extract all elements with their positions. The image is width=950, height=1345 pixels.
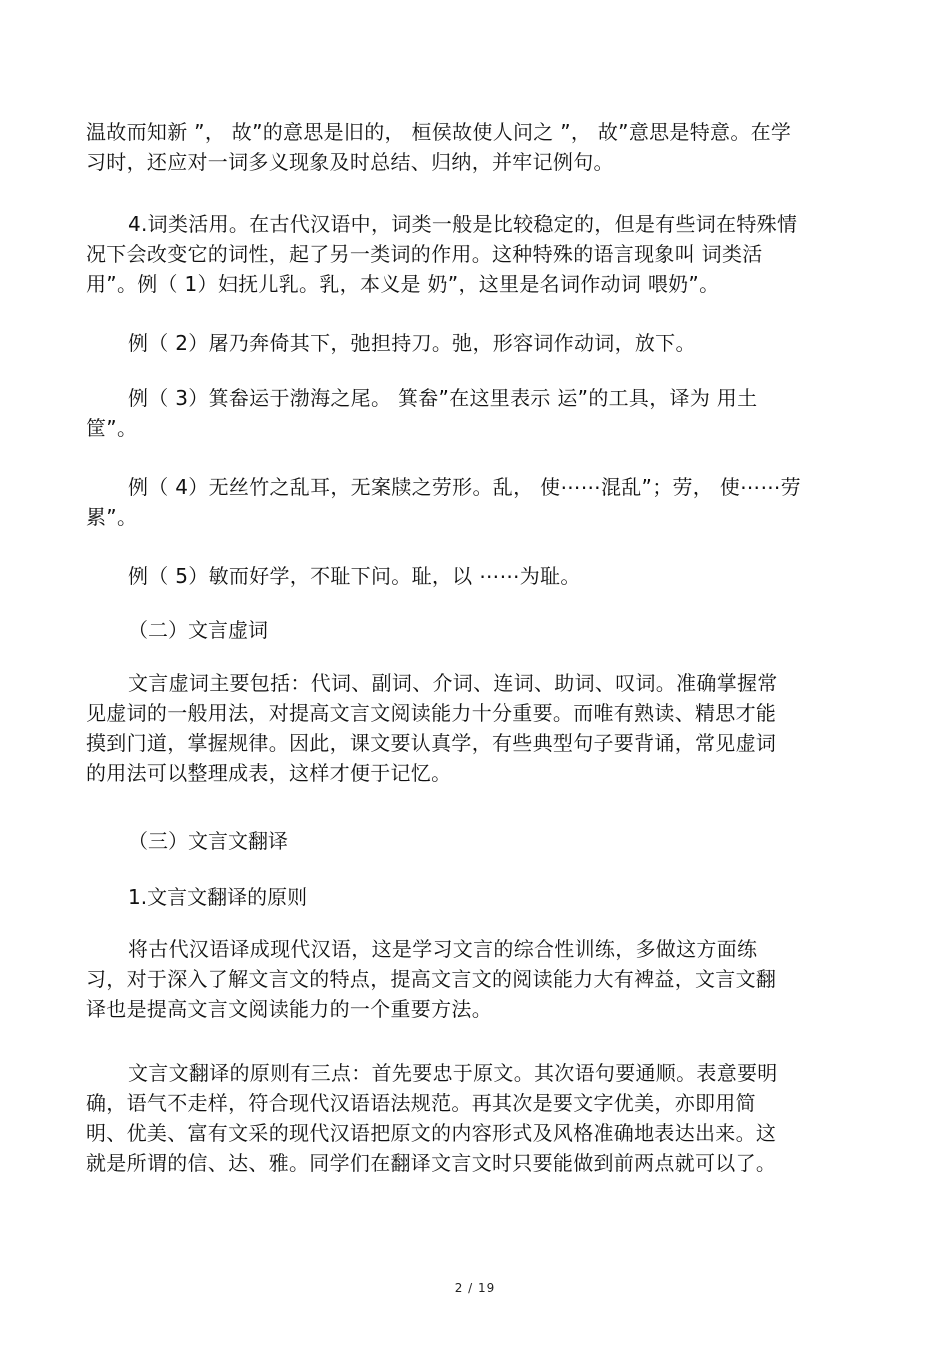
- section-heading-translation: （三）文言文翻译: [128, 829, 288, 853]
- paragraph-example-4: 例（ 4）无丝竹之乱耳，无案牍之劳形。乱， 使⋯⋯混乱”；劳， 使⋯⋯劳 累”。: [86, 475, 801, 529]
- paragraph-example-2: 例（ 2）屠乃奔倚其下，弛担持刀。弛，形容词作动词，放下。: [128, 331, 696, 355]
- paragraph-translation-principles: 文言文翻译的原则有三点：首先要忠于原文。其次语句要通顺。表意要明 确，语气不走样，符合现代汉语语法规范。再其次是要文字优美，亦即用简 明、优美、富有文采的现代汉语把原文的内容形式及风格准确地表达出来。这 就是所谓的信、达、雅。同学们在翻译文言文时只要能做到前两点就可以了。: [86, 1061, 778, 1175]
- paragraph-example-5: 例（ 5）敏而好学，不耻下问。耻，以 ⋯⋯为耻。: [128, 564, 581, 588]
- section-heading-function-words: （二）文言虚词: [128, 618, 268, 642]
- page-number: 2 / 19: [454, 1281, 496, 1295]
- paragraph-translation-intro: 将古代汉语译成现代汉语，这是学习文言的综合性训练，多做这方面练 习，对于深入了解文言文的特点，提高文言文的阅读能力大有裨益，文言文翻 译也是提高文言文阅读能力的一个重要方法。: [86, 937, 777, 1021]
- subheading-translation-principles: 1.文言文翻译的原则: [128, 885, 308, 909]
- paragraph-polysemy-examples: 温故而知新 ”， 故”的意思是旧的， 桓侯故使人问之 ”， 故”意思是特意。在学 习时，还应对一词多义现象及时总结、归纳，并牢记例句。: [86, 120, 792, 174]
- paragraph-function-words: 文言虚词主要包括：代词、副词、介词、连词、助词、叹词。准确掌握常 见虚词的一般用法，对提高文言文阅读能力十分重要。而唯有熟读、精思才能 摸到门道，掌握规律。因此，课文要认真学，有些典型句子要背诵，常见虚词 的用法可以整理成表，这样才便于记忆。: [86, 671, 778, 785]
- paragraph-example-3: 例（ 3）箕畚运于渤海之尾。 箕畚”在这里表示 运”的工具，译为 用土 筐”。: [86, 386, 758, 440]
- paragraph-word-class-conversion: 4.词类活用。在古代汉语中，词类一般是比较稳定的，但是有些词在特殊情 况下会改变它的词性，起了另一类词的作用。这种特殊的语言现象叫 词类活 用”。例（ 1）妇抚儿乳。乳，本义是 奶”，这里是名词作动词 喂奶”。: [86, 212, 798, 296]
